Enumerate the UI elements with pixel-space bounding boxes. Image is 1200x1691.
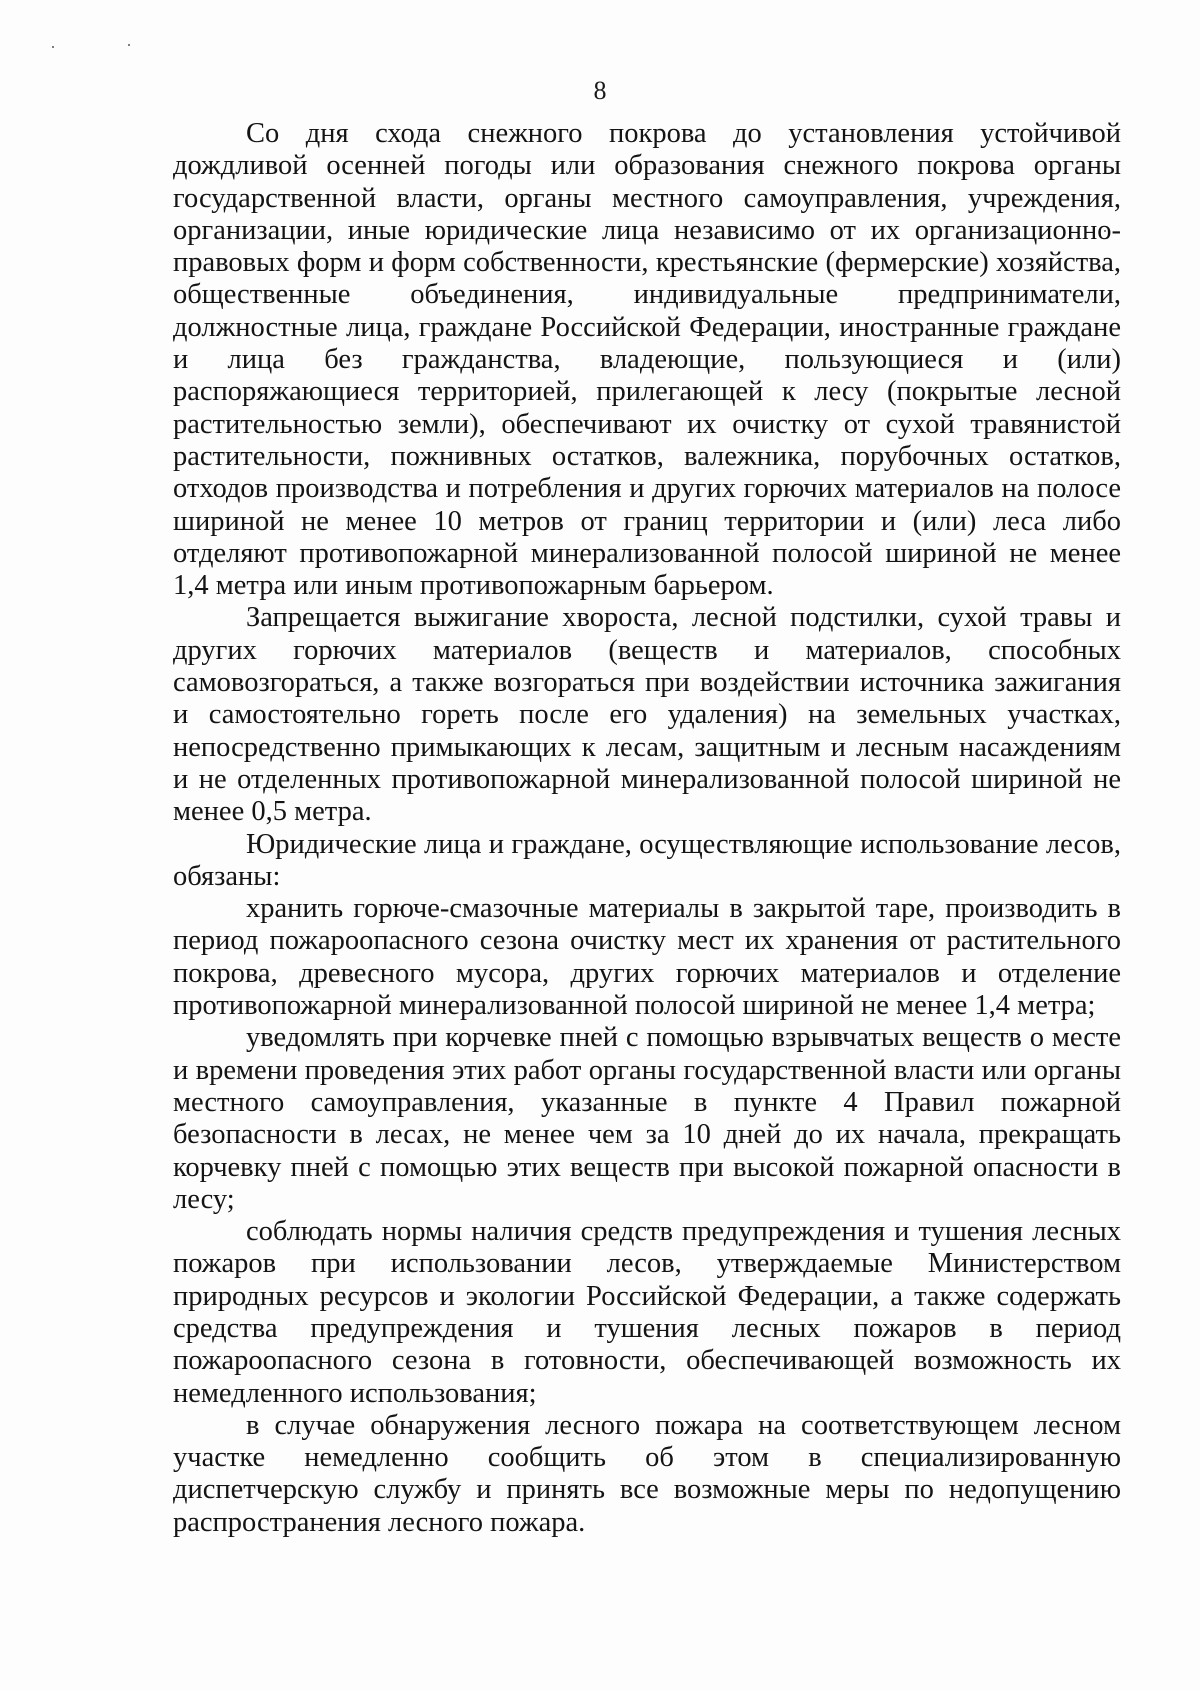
paragraph-fuel-storage: хранить горюче-смазочные материалы в закрытой таре, производить в период пожароопасного сезона очистку мест их хранения от растительного покрова, древесного мусора, других горючих материалов и отделение противопожарной минерализованной полосой шириной не менее 1,4 метра; <box>173 893 1121 1022</box>
paragraph-stump-removal-notice: уведомлять при корчевке пней с помощью взрывчатых веществ о месте и времени проведения этих работ органы государственной власти или органы местного самоуправления, указанные в пункте 4 Правил пожарной безопасности в лесах, не менее чем за 10 дней до их начала, прекращать корчевку пней с помощью этих веществ при высокой пожарной опасности в лесу; <box>173 1022 1121 1215</box>
paragraph-obligations-intro: Юридические лица и граждане, осуществляющие использование лесов, обязаны: <box>173 828 1121 892</box>
scan-speck <box>52 46 54 48</box>
document-body <box>173 118 1121 1539</box>
scan-speck <box>128 44 130 46</box>
paragraph-snow-cover-clearing: Со дня схода снежного покрова до установления устойчивой дождливой осенней погоды или образования снежного покрова органы государственной власти, органы местного самоуправления, учреждения, организации, иные юридические лица независимо от их организационно-правовых форм и форм собственности, крестьянские (фермерские) хозяйства, общественные объединения, индивидуальные предприниматели, должностные лица, граждане Российской Федерации, иностранные граждане и лица без гражданства, владеющие, пользующиеся и (или) распоряжающиеся территорией, прилегающей к лесу (покрытые лесной растительностью земли), обеспечивают их очистку от сухой травянистой растительности, пожнивных остатков, валежника, порубочных остатков, отходов производства и потребления и других горючих материалов на полосе шириной не менее 10 метров от границ территории и (или) леса либо отделяют противопожарной минерализованной полосой шириной не менее 1,4 метра или иным противопожарным барьером. <box>173 118 1121 602</box>
paragraph-fire-detection-report: в случае обнаружения лесного пожара на соответствующем лесном участке немедленно сообщить об этом в специализированную диспетчерскую службу и принять все возможные меры по недопущению распространения лесного пожара. <box>173 1409 1121 1538</box>
paragraph-burning-prohibition: Запрещается выжигание хвороста, лесной подстилки, сухой травы и других горючих материалов (веществ и материалов, способных самовозгораться, а также возгораться при воздействии источника зажигания и самостоятельно гореть после его удаления) на земельных участках, непосредственно примыкающих к лесам, защитным и лесным насаждениям и не отделенных противопожарной минерализованной полосой шириной не менее 0,5 метра. <box>173 602 1121 828</box>
paragraph-fire-equipment-norms: соблюдать нормы наличия средств предупреждения и тушения лесных пожаров при использовании лесов, утверждаемые Министерством природных ресурсов и экологии Российской Федерации, а также содержать средства предупреждения и тушения лесных пожаров в период пожароопасного сезона в готовности, обеспечивающей возможность их немедленного использования; <box>173 1216 1121 1409</box>
page-number: 8 <box>593 76 607 105</box>
